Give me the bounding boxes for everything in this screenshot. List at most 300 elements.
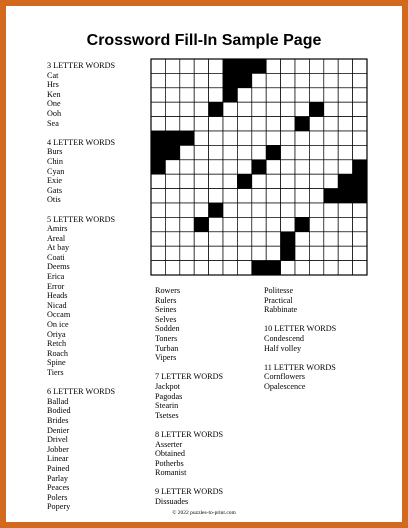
word-entry: Toners — [155, 333, 178, 343]
grid-cell-black — [338, 174, 352, 188]
grid-cell[interactable] — [151, 59, 165, 73]
grid-cell[interactable] — [266, 117, 280, 131]
grid-cell[interactable] — [295, 73, 309, 87]
grid-cell-black — [180, 131, 194, 145]
grid-cell[interactable] — [338, 232, 352, 246]
grid-cell[interactable] — [252, 246, 266, 260]
grid-cell[interactable] — [194, 160, 208, 174]
grid-cell[interactable] — [209, 189, 223, 203]
grid-cell[interactable] — [180, 117, 194, 131]
grid-cell-black — [194, 217, 208, 231]
grid-cell[interactable] — [295, 131, 309, 145]
list-gap — [47, 205, 115, 215]
grid-cell[interactable] — [237, 160, 251, 174]
grid-cell[interactable] — [252, 189, 266, 203]
grid-cell[interactable] — [295, 246, 309, 260]
grid-cell[interactable] — [151, 261, 165, 275]
grid-cell[interactable] — [338, 88, 352, 102]
section-header: 8 LETTER WORDS — [155, 429, 224, 439]
grid-cell-black — [295, 117, 309, 131]
grid-cell[interactable] — [209, 217, 223, 231]
grid-cell[interactable] — [151, 174, 165, 188]
grid-cell[interactable] — [324, 73, 338, 87]
grid-cell[interactable] — [209, 174, 223, 188]
grid-cell-black — [281, 232, 295, 246]
grid-cell[interactable] — [209, 131, 223, 145]
word-entry: Roach — [47, 348, 68, 358]
word-entry: Tsetses — [155, 410, 179, 420]
grid-cell[interactable] — [237, 102, 251, 116]
grid-cell[interactable] — [281, 261, 295, 275]
grid-cell[interactable] — [266, 232, 280, 246]
grid-cell[interactable] — [281, 131, 295, 145]
grid-cell[interactable] — [266, 102, 280, 116]
grid-cell[interactable] — [237, 217, 251, 231]
word-entry: Peaces — [47, 483, 70, 493]
word-entry: Drivel — [47, 435, 68, 445]
grid-cell[interactable] — [237, 261, 251, 275]
grid-cell-black — [165, 131, 179, 145]
word-entry: Opalescence — [264, 381, 306, 391]
grid-cell-black — [237, 73, 251, 87]
grid-cell[interactable] — [165, 232, 179, 246]
grid-cell[interactable] — [151, 117, 165, 131]
grid-cell[interactable] — [338, 145, 352, 159]
grid-cell[interactable] — [209, 117, 223, 131]
grid-cell[interactable] — [281, 217, 295, 231]
grid-cell[interactable] — [338, 217, 352, 231]
grid-cell[interactable] — [338, 102, 352, 116]
grid-cell-black — [237, 174, 251, 188]
grid-cell[interactable] — [309, 73, 323, 87]
word-entry: Rowers — [155, 286, 181, 295]
grid-cell-black — [266, 261, 280, 275]
grid-cell[interactable] — [223, 189, 237, 203]
grid-cell[interactable] — [165, 261, 179, 275]
grid-cell[interactable] — [324, 102, 338, 116]
grid-cell[interactable] — [237, 232, 251, 246]
grid-cell[interactable] — [353, 117, 367, 131]
grid-cell[interactable] — [252, 117, 266, 131]
grid-cell[interactable] — [281, 189, 295, 203]
section-header: 11 LETTER WORDS — [264, 362, 336, 372]
grid-cell[interactable] — [252, 232, 266, 246]
word-entry: Exie — [47, 176, 63, 186]
grid-cell[interactable] — [180, 203, 194, 217]
grid-cell[interactable] — [295, 203, 309, 217]
grid-cell[interactable] — [237, 203, 251, 217]
grid-cell-black — [209, 102, 223, 116]
grid-cell[interactable] — [194, 59, 208, 73]
grid-cell[interactable] — [209, 160, 223, 174]
grid-cell[interactable] — [165, 217, 179, 231]
grid-cell[interactable] — [324, 217, 338, 231]
grid-cell[interactable] — [324, 88, 338, 102]
grid-cell[interactable] — [324, 246, 338, 260]
word-entry: Spine — [47, 358, 66, 368]
grid-cell[interactable] — [252, 174, 266, 188]
grid-cell[interactable] — [223, 203, 237, 217]
grid-cell[interactable] — [266, 88, 280, 102]
grid-cell[interactable] — [266, 174, 280, 188]
word-entry: Heads — [47, 291, 68, 301]
grid-cell[interactable] — [194, 131, 208, 145]
grid-cell[interactable] — [309, 261, 323, 275]
word-entry: Popery — [47, 502, 71, 512]
grid-cell[interactable] — [165, 59, 179, 73]
grid-cell[interactable] — [309, 189, 323, 203]
word-entry: Vipers — [155, 353, 177, 363]
word-entry: Cat — [47, 70, 59, 80]
grid-cell[interactable] — [209, 261, 223, 275]
grid-cell[interactable] — [223, 174, 237, 188]
grid-cell[interactable] — [209, 145, 223, 159]
grid-cell[interactable] — [353, 145, 367, 159]
grid-cell[interactable] — [353, 261, 367, 275]
grid-cell[interactable] — [194, 73, 208, 87]
grid-cell[interactable] — [353, 232, 367, 246]
grid-cell[interactable] — [252, 203, 266, 217]
grid-cell[interactable] — [209, 232, 223, 246]
grid-cell[interactable] — [180, 246, 194, 260]
word-entry: Romanist — [155, 468, 187, 478]
word-entry: Ooh — [47, 108, 62, 118]
word-entry: Bodied — [47, 406, 71, 416]
word-entry: Chin — [47, 156, 63, 166]
grid-cell[interactable] — [353, 102, 367, 116]
grid-cell[interactable] — [338, 73, 352, 87]
grid-cell[interactable] — [309, 160, 323, 174]
grid-cell[interactable] — [237, 88, 251, 102]
grid-cell[interactable] — [180, 59, 194, 73]
word-entry: Burs — [47, 147, 63, 157]
grid-cell-black — [223, 59, 237, 73]
grid-cell[interactable] — [295, 160, 309, 174]
grid-cell[interactable] — [309, 174, 323, 188]
grid-cell[interactable] — [324, 203, 338, 217]
word-entry: Sea — [47, 118, 59, 128]
grid-cell[interactable] — [309, 217, 323, 231]
grid-cell[interactable] — [165, 102, 179, 116]
grid-cell[interactable] — [194, 145, 208, 159]
grid-cell[interactable] — [295, 174, 309, 188]
word-entry: Coati — [47, 252, 65, 262]
grid-cell[interactable] — [338, 59, 352, 73]
grid-cell[interactable] — [151, 88, 165, 102]
grid-cell[interactable] — [281, 174, 295, 188]
grid-cell[interactable] — [237, 145, 251, 159]
word-entry: Ken — [47, 89, 61, 99]
word-entry: Parlay — [47, 473, 68, 483]
grid-cell[interactable] — [266, 131, 280, 145]
grid-cell[interactable] — [209, 73, 223, 87]
grid-cell[interactable] — [353, 88, 367, 102]
word-entry: Obtained — [155, 449, 186, 459]
word-entry: Deems — [47, 262, 70, 272]
grid-cell[interactable] — [338, 131, 352, 145]
word-entry: Half volley — [264, 343, 302, 353]
grid-cell[interactable] — [223, 117, 237, 131]
word-entry: Jobber — [47, 444, 69, 454]
list-gap — [155, 420, 223, 430]
grid-cell-black — [353, 174, 367, 188]
word-entry: Denier — [47, 425, 70, 435]
grid-cell[interactable] — [281, 145, 295, 159]
word-entry: Polers — [47, 492, 68, 502]
grid-cell-black — [151, 160, 165, 174]
grid-cell[interactable] — [180, 145, 194, 159]
list-gap — [47, 378, 115, 388]
grid-cell[interactable] — [338, 117, 352, 131]
word-entry: Hrs — [47, 80, 59, 90]
word-entry: Error — [47, 281, 65, 291]
grid-cell[interactable] — [281, 59, 295, 73]
grid-cell[interactable] — [223, 131, 237, 145]
word-entry: Selves — [155, 314, 177, 324]
grid-cell[interactable] — [338, 160, 352, 174]
grid-cell[interactable] — [309, 232, 323, 246]
word-entry: Pained — [47, 463, 70, 473]
grid-cell-black — [281, 246, 295, 260]
section-header: 10 LETTER WORDS — [264, 324, 337, 334]
grid-cell[interactable] — [295, 232, 309, 246]
grid-cell-black — [165, 145, 179, 159]
grid-cell[interactable] — [237, 131, 251, 145]
grid-cell-black — [223, 88, 237, 102]
grid-cell[interactable] — [180, 102, 194, 116]
grid-cell-black — [252, 59, 266, 73]
grid-cell[interactable] — [223, 232, 237, 246]
word-entry: On ice — [47, 320, 69, 330]
section-header: 5 LETTER WORDS — [47, 214, 116, 224]
grid-cell[interactable] — [309, 131, 323, 145]
grid-cell[interactable] — [353, 246, 367, 260]
word-entry: Tiers — [47, 368, 64, 377]
grid-cell[interactable] — [281, 117, 295, 131]
word-entry: One — [47, 99, 61, 109]
grid-cell[interactable] — [209, 59, 223, 73]
word-entry: Amirs — [47, 224, 68, 234]
grid-cell[interactable] — [223, 160, 237, 174]
grid-cell[interactable] — [151, 102, 165, 116]
grid-cell[interactable] — [209, 246, 223, 260]
grid-cell[interactable] — [180, 73, 194, 87]
grid-cell[interactable] — [309, 59, 323, 73]
grid-cell-black — [252, 261, 266, 275]
word-entry: Potherbs — [155, 458, 184, 468]
grid-cell-black — [324, 189, 338, 203]
grid-cell[interactable] — [180, 174, 194, 188]
grid-cell[interactable] — [223, 102, 237, 116]
word-entry: Cyan — [47, 166, 65, 176]
grid-cell[interactable] — [309, 145, 323, 159]
grid-cell[interactable] — [237, 117, 251, 131]
grid-cell-black — [266, 145, 280, 159]
grid-cell[interactable] — [266, 189, 280, 203]
grid-cell[interactable] — [194, 203, 208, 217]
grid-cell[interactable] — [165, 189, 179, 203]
list-gap — [264, 315, 336, 325]
grid-cell[interactable] — [281, 203, 295, 217]
grid-cell[interactable] — [353, 203, 367, 217]
word-entry: Jackpot — [155, 381, 181, 391]
grid-cell[interactable] — [353, 59, 367, 73]
word-entry: Brides — [47, 415, 69, 425]
grid-cell[interactable] — [194, 88, 208, 102]
grid-cell[interactable] — [151, 203, 165, 217]
word-entry: Dissuades — [155, 497, 189, 507]
grid-cell[interactable] — [324, 261, 338, 275]
grid-cell[interactable] — [223, 261, 237, 275]
grid-cell[interactable] — [151, 189, 165, 203]
grid-cell[interactable] — [252, 102, 266, 116]
grid-cell[interactable] — [252, 145, 266, 159]
word-entry: Nicad — [47, 300, 67, 310]
word-entry: Asserter — [155, 439, 183, 449]
grid-cell[interactable] — [353, 131, 367, 145]
grid-cell[interactable] — [223, 217, 237, 231]
word-entry: Oriya — [47, 329, 66, 339]
grid-cell[interactable] — [309, 88, 323, 102]
grid-cell[interactable] — [223, 246, 237, 260]
grid-cell[interactable] — [194, 189, 208, 203]
grid-cell-black — [223, 73, 237, 87]
grid-cell[interactable] — [353, 217, 367, 231]
grid-cell[interactable] — [252, 131, 266, 145]
word-entry: Sodden — [155, 324, 180, 334]
grid-cell[interactable] — [281, 102, 295, 116]
grid-cell[interactable] — [295, 88, 309, 102]
grid-cell[interactable] — [324, 59, 338, 73]
grid-cell[interactable] — [237, 246, 251, 260]
grid-cell[interactable] — [324, 232, 338, 246]
grid-cell[interactable] — [194, 261, 208, 275]
grid-cell[interactable] — [324, 160, 338, 174]
section-header: 3 LETTER WORDS — [47, 61, 116, 70]
grid-cell[interactable] — [151, 246, 165, 260]
word-list-column-3 — [264, 286, 336, 392]
grid-cell-black — [209, 203, 223, 217]
section-header: 4 LETTER WORDS — [47, 137, 116, 147]
grid-cell[interactable] — [295, 261, 309, 275]
grid-cell[interactable] — [281, 88, 295, 102]
word-entry: Rabbinate — [264, 305, 298, 315]
grid-cell[interactable] — [266, 246, 280, 260]
grid-cell[interactable] — [165, 117, 179, 131]
word-entry: Turban — [155, 343, 179, 353]
grid-cell[interactable] — [309, 246, 323, 260]
section-header: 6 LETTER WORDS — [47, 387, 116, 397]
grid-cell[interactable] — [309, 203, 323, 217]
grid-cell[interactable] — [252, 217, 266, 231]
grid-cell[interactable] — [151, 73, 165, 87]
grid-cell[interactable] — [165, 160, 179, 174]
grid-cell[interactable] — [194, 102, 208, 116]
grid-cell[interactable] — [338, 203, 352, 217]
grid-cell[interactable] — [194, 117, 208, 131]
grid-cell[interactable] — [324, 117, 338, 131]
grid-cell-black — [338, 189, 352, 203]
word-entry: Gats — [47, 185, 63, 195]
page-title: Crossword Fill-In Sample Page — [86, 32, 322, 49]
grid-cell[interactable] — [180, 261, 194, 275]
grid-cell-black — [151, 131, 165, 145]
grid-cell[interactable] — [295, 189, 309, 203]
section-header: 9 LETTER WORDS — [155, 487, 224, 497]
grid-cell[interactable] — [324, 145, 338, 159]
grid-cell[interactable] — [165, 88, 179, 102]
grid-cell[interactable] — [309, 117, 323, 131]
word-entry: Retch — [47, 339, 67, 349]
grid-cell[interactable] — [209, 88, 223, 102]
word-entry: Politesse — [264, 286, 294, 295]
grid-cell[interactable] — [165, 73, 179, 87]
grid-cell[interactable] — [180, 189, 194, 203]
list-gap — [264, 353, 336, 363]
grid-cell[interactable] — [194, 232, 208, 246]
grid-cell[interactable] — [266, 217, 280, 231]
grid-cell-black — [295, 217, 309, 231]
grid-cell[interactable] — [180, 88, 194, 102]
grid-cell[interactable] — [165, 246, 179, 260]
grid-cell[interactable] — [180, 232, 194, 246]
grid-cell[interactable] — [295, 59, 309, 73]
grid-cell[interactable] — [165, 174, 179, 188]
grid-cell[interactable] — [281, 73, 295, 87]
grid-cell[interactable] — [194, 174, 208, 188]
grid-cell[interactable] — [266, 59, 280, 73]
word-entry: Otis — [47, 195, 61, 205]
word-entry: Linear — [47, 454, 69, 464]
grid-cell[interactable] — [353, 73, 367, 87]
grid-cell[interactable] — [237, 189, 251, 203]
word-entry: Ballad — [47, 396, 69, 406]
word-entry: Erica — [47, 272, 65, 282]
word-entry: Rulers — [155, 295, 177, 305]
list-gap — [155, 363, 223, 373]
grid-cell[interactable] — [180, 160, 194, 174]
grid-cell[interactable] — [151, 232, 165, 246]
grid-cell[interactable] — [324, 174, 338, 188]
grid-cell-black — [237, 59, 251, 73]
grid-cell[interactable] — [338, 246, 352, 260]
grid-cell[interactable] — [151, 217, 165, 231]
word-entry: Practical — [264, 295, 293, 305]
grid-cell[interactable] — [266, 73, 280, 87]
section-header: 7 LETTER WORDS — [155, 372, 224, 382]
grid-cell-black — [252, 160, 266, 174]
grid-cell[interactable] — [266, 203, 280, 217]
grid-cell[interactable] — [252, 88, 266, 102]
grid-cell[interactable] — [180, 217, 194, 231]
grid-cell[interactable] — [338, 261, 352, 275]
grid-cell[interactable] — [165, 203, 179, 217]
crossword-grid — [150, 58, 368, 276]
grid-cell[interactable] — [281, 160, 295, 174]
grid-cell[interactable] — [324, 131, 338, 145]
grid-cell[interactable] — [295, 145, 309, 159]
word-entry: Stearin — [155, 401, 179, 411]
grid-cell[interactable] — [194, 246, 208, 260]
grid-cell[interactable] — [295, 102, 309, 116]
word-entry: At bay — [47, 243, 70, 253]
grid-cell[interactable] — [266, 160, 280, 174]
word-entry: Pagodas — [155, 391, 183, 401]
grid-cell[interactable] — [223, 145, 237, 159]
grid-cell[interactable] — [252, 73, 266, 87]
word-entry: Cornflowers — [264, 372, 305, 382]
word-entry: Condescend — [264, 333, 305, 343]
